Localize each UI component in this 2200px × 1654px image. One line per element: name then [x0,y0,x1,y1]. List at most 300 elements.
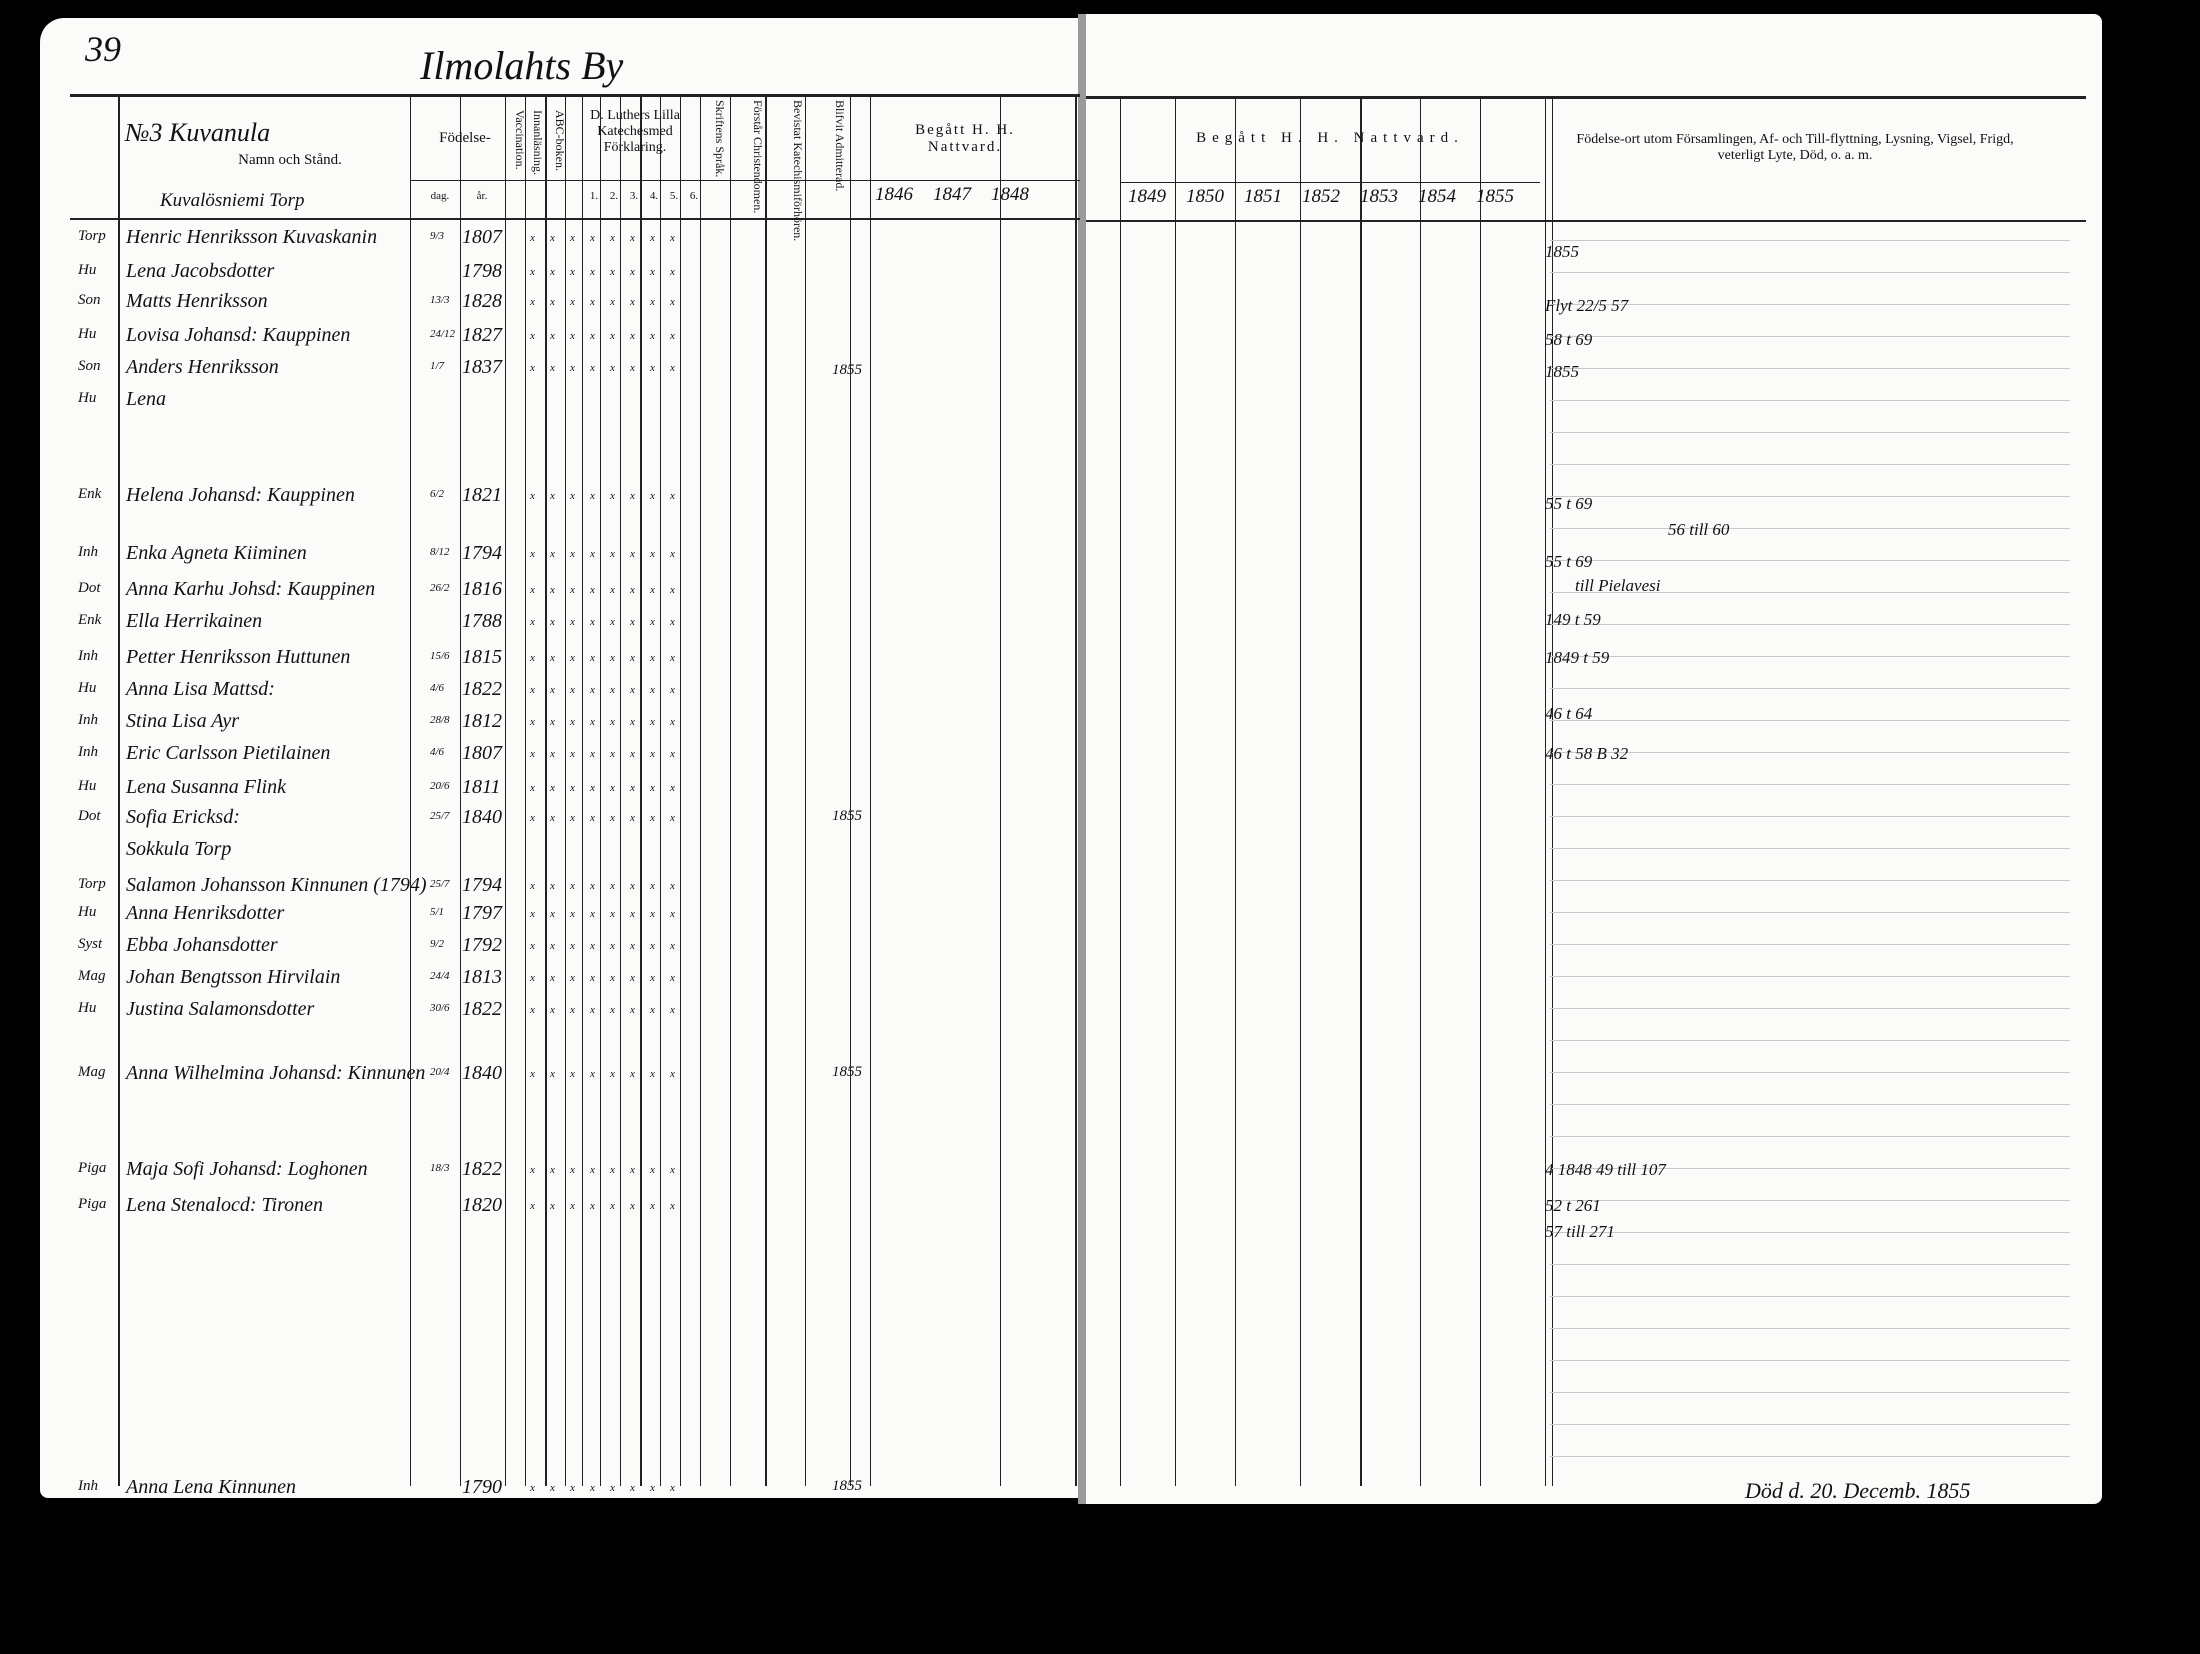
column-rule [765,96,767,1486]
year-row-rule-right [1120,182,1540,183]
remarks-ruled-line [1550,624,2070,625]
row-mark: x [550,652,555,664]
row-mark: x [550,616,555,628]
row-mark: x [650,1068,655,1080]
row-mark: x [570,1164,575,1176]
column-rule [1235,96,1236,1486]
remark-note: 58 t 69 [1545,330,1593,349]
row-name: Lovisa Johansd: Kauppinen [126,324,351,346]
remarks-header: Födelse-ort utom Församlingen, Af- och Till-flyttning, Lysning, Vigsel, Frigd, veterligt Lyte, Död, o. a. m. [1576,132,2014,164]
row-mark: x [550,716,555,728]
row-mark: x [570,972,575,984]
row-mark: x [570,1004,575,1016]
column-rule [640,96,642,1486]
remarks-ruled-line [1550,496,2070,497]
remarks-ruled-line [1550,1392,2070,1393]
row-mark: x [630,330,635,342]
row-mark: x [530,684,535,696]
birth-header: Födelse- [439,130,491,146]
row-birth-year: 1840 [462,806,502,828]
name-status-header: Namn och Stånd. [238,152,342,168]
row-mark: x [670,616,675,628]
row-mark: x [610,684,615,696]
row-name: Anna Lena Kinnunen [126,1476,296,1498]
row-mark: x [650,782,655,794]
row-mark: x [590,1068,595,1080]
row-status: Enk [78,486,102,502]
row-name: Lena Stenalocd: Tironen [126,1194,324,1216]
row-birth-day: 1/7 [430,360,445,372]
column-rule [565,96,566,1486]
column-rule [1120,96,1121,1486]
row-status: Inh [78,1478,98,1494]
remark-note: 57 till 271 [1545,1222,1615,1241]
row-status: Piga [78,1160,107,1176]
row-mark: x [610,616,615,628]
row-birth-day: 9/3 [430,230,445,242]
row-mark: x [610,1164,615,1176]
row-mark: x [570,748,575,760]
row-mark: x [530,782,535,794]
column-rule [1480,96,1481,1486]
row-mark: x [570,684,575,696]
row-mark: x [530,652,535,664]
row-mark: x [590,940,595,952]
row-mark: x [550,490,555,502]
row-mark: x [610,266,615,278]
row-mark: x [630,1068,635,1080]
remarks-ruled-line [1550,1008,2070,1009]
row-mark: x [530,616,535,628]
remark-note: 46 t 58 B 32 [1545,744,1629,763]
row-mark: x [550,1482,555,1494]
row-mark: x [590,490,595,502]
catechism-col-number: 5. [669,190,679,202]
year-header: 1851 [1244,186,1282,207]
row-mark: x [550,296,555,308]
header-bottom-rule-left [70,218,1080,220]
row-mark: x [550,1200,555,1212]
row-mark: x [530,330,535,342]
row-birth-year: 1790 [462,1476,502,1498]
row-mark: x [550,782,555,794]
row-mark: x [670,490,675,502]
row-mark: x [670,1200,675,1212]
row-mark: x [590,232,595,244]
row-birth-day: 5/1 [430,906,445,918]
row-mark: x [530,490,535,502]
row-mark: x [530,548,535,560]
row-mark: x [610,548,615,560]
row-birth-year: 1815 [462,646,502,668]
column-rule [805,96,806,1486]
row-mark: x [590,748,595,760]
row-birth-day: 8/12 [430,546,450,558]
row-status: Mag [78,968,106,984]
remarks-ruled-line [1550,880,2070,881]
row-status: Dot [78,580,101,596]
row-birth-day: 30/6 [430,1002,450,1014]
row-mark: x [670,1004,675,1016]
row-birth-year: 1794 [462,874,502,896]
column-rule [730,96,731,1486]
column-rule [1420,96,1421,1486]
row-name: Ella Herrikainen [126,610,263,632]
row-birth-day: 20/6 [430,780,450,792]
row-mark: x [670,940,675,952]
top-rule-left [70,94,1080,97]
row-birth-day: 24/4 [430,970,450,982]
column-rule [850,96,851,1486]
remarks-ruled-line [1550,560,2070,561]
writing-header: Skriftens Språk. [713,100,727,178]
row-status: Hu [78,1000,97,1016]
column-rule [1175,96,1176,1486]
row-mark: x [550,232,555,244]
row-mark: x [570,266,575,278]
row-birth-day: 13/3 [430,294,450,306]
row-mark: x [570,908,575,920]
row-mark: x [670,748,675,760]
row-mark: x [630,1004,635,1016]
row-mark: x [650,1004,655,1016]
row-mark: x [670,362,675,374]
row-name: Eric Carlsson Pietilainen [126,742,331,764]
row-mark: x [590,812,595,824]
row-mark: x [670,1482,675,1494]
row-mark: x [530,716,535,728]
row-status: Son [78,358,101,374]
column-rule [505,96,506,1486]
row-name: Anna Karhu Johsd: Kauppinen [126,578,376,600]
row-mark: x [570,652,575,664]
row-name: Justina Salamonsdotter [126,998,315,1020]
row-birth-day: 18/3 [430,1162,450,1174]
row-mark: x [650,1482,655,1494]
row-mark: x [650,716,655,728]
row-mark: x [590,1004,595,1016]
remarks-ruled-line [1550,816,2070,817]
row-mark: x [570,616,575,628]
reading-header: Innanläsning. [531,110,545,175]
row-birth-day: 26/2 [430,582,450,594]
row-mark: x [610,1068,615,1080]
row-mark: x [550,972,555,984]
row-birth-day: 25/7 [430,878,450,890]
row-birth-year: 1807 [462,742,502,764]
row-name: Anna Wilhelmina Johansd: Kinnunen [126,1062,426,1084]
column-rule [1075,96,1077,1486]
row-mark: x [590,362,595,374]
row-mark: x [630,940,635,952]
row-name: Anna Henriksdotter [126,902,285,924]
remarks-ruled-line [1550,368,2070,369]
remarks-ruled-line [1550,656,2070,657]
catechism-col-number: 2. [609,190,619,202]
christian-doctrine-header: Förstår Christendomen. [751,100,765,214]
row-mark: x [630,684,635,696]
remarks-ruled-line [1550,1136,2070,1137]
row-name: Ebba Johansdotter [126,934,278,956]
row-mark: x [530,1482,535,1494]
row-mark: x [550,748,555,760]
row-mark: x [610,1482,615,1494]
birth-year-header: år. [476,190,488,202]
year-header: 1850 [1186,186,1224,207]
catechism-exam-header: Bevistat Katechismiförhören. [791,100,805,242]
row-mark: x [530,908,535,920]
column-rule [700,96,701,1486]
row-name: Enka Agneta Kiiminen [126,542,307,564]
row-status: Hu [78,326,97,342]
row-mark: x [610,782,615,794]
row-mark: x [650,880,655,892]
remark-note: 1849 t 59 [1545,648,1610,667]
row-mark: x [670,684,675,696]
row-birth-year: 1840 [462,1062,502,1084]
row-mark: x [530,748,535,760]
row-mark: x [570,1482,575,1494]
column-rule [1000,96,1001,1486]
farm-number-name: №3 Kuvanula [125,118,271,147]
row-mark: x [630,972,635,984]
remark-note: 52 t 261 [1545,1196,1601,1215]
row-mark: x [650,684,655,696]
row-mark: x [630,652,635,664]
catechism-col-number: 4. [649,190,659,202]
row-mark: x [550,940,555,952]
remark-note: 1855 [1545,242,1579,261]
row-mark: x [590,880,595,892]
row-mark: x [550,1164,555,1176]
row-mark: x [610,716,615,728]
row-mark: x [610,584,615,596]
row-mark: x [610,330,615,342]
row-birth-year: 1812 [462,710,502,732]
year-row-rule-left [410,180,1080,181]
column-rule [600,96,601,1486]
row-mark: x [570,362,575,374]
row-status: Inh [78,648,98,664]
row-mark: x [570,1200,575,1212]
row-mark: x [590,1164,595,1176]
row-birth-year: 1797 [462,902,502,924]
row-mark: x [630,584,635,596]
row-mark: x [530,266,535,278]
remarks-ruled-line [1550,1360,2070,1361]
row-mark: x [670,296,675,308]
row-mark: x [590,266,595,278]
header-bottom-rule-right [1086,220,2086,222]
row-status: Mag [78,1064,106,1080]
row-birth-year: 1816 [462,578,502,600]
row-name: Salamon Johansson Kinnunen (1794) [126,874,427,896]
row-mark: x [670,330,675,342]
row-name: Henric Henriksson Kuvaskanin [126,226,378,248]
row-birth-year: 1807 [462,226,502,248]
row-status: Hu [78,778,97,794]
row-birth-year: 1822 [462,998,502,1020]
row-name: Lena [126,388,166,410]
row-birth-day: 6/2 [430,488,445,500]
row-status: Inh [78,744,98,760]
vaccination-header: Vaccination. [513,110,527,170]
row-mark: x [650,616,655,628]
row-name: Helena Johansd: Kauppinen [126,484,355,506]
remarks-ruled-line [1550,1264,2070,1265]
remarks-ruled-line [1550,272,2070,273]
row-mark: x [650,1200,655,1212]
remarks-ruled-line [1550,336,2070,337]
year-header: 1855 [1476,186,1514,207]
row-mark: x [550,812,555,824]
row-mark: x [550,908,555,920]
row-mark: x [670,908,675,920]
row-mark: x [670,548,675,560]
row-mark: x [630,490,635,502]
row-birth-year: 1837 [462,356,502,378]
remark-note: 149 t 59 [1545,610,1601,629]
row-mark: x [590,616,595,628]
row-name: Lena Jacobsdotter [126,260,275,282]
row-status: Inh [78,712,98,728]
column-rule [410,96,411,1486]
row-mark: x [650,296,655,308]
row-mark: x [610,908,615,920]
row-mark: x [550,584,555,596]
row-birth-year: 1821 [462,484,502,506]
row-mark: x [570,812,575,824]
remark-note: till Pielavesi [1575,576,1661,595]
row-mark: x [570,548,575,560]
row-name: Sofia Ericksd: [126,806,240,828]
column-rule [545,96,547,1486]
row-mark: x [590,584,595,596]
row-mark: x [650,972,655,984]
row-name: Maja Sofi Johansd: Loghonen [126,1158,368,1180]
row-mark: x [610,652,615,664]
row-mark: x [630,1482,635,1494]
row-birth-year: 1822 [462,1158,502,1180]
village-title: Ilmolahts By [420,43,624,88]
row-mark: x [590,972,595,984]
row-mark: x [650,266,655,278]
row-mark: x [630,232,635,244]
remarks-ruled-line [1550,1104,2070,1105]
row-birth-year: 1794 [462,542,502,564]
row-mark: x [650,490,655,502]
remarks-ruled-line [1550,976,2070,977]
row-mark: x [550,880,555,892]
row-birth-year: 1827 [462,324,502,346]
remarks-ruled-line [1550,1232,2070,1233]
row-status: Inh [78,544,98,560]
row-mark: x [530,880,535,892]
row-mark: x [650,652,655,664]
row-mark: x [630,548,635,560]
row-mark: x [630,362,635,374]
row-status: Enk [78,612,102,628]
communion-header-right: Begått H. H. Nattvard. [1196,130,1464,146]
row-mark: x [650,1164,655,1176]
row-mark: x [630,716,635,728]
column-rule [118,96,120,1486]
row-birth-day: 20/4 [430,1066,450,1078]
row-status: Hu [78,680,97,696]
row-mark: x [570,490,575,502]
row-mark: x [630,1200,635,1212]
row-birth-year: 1792 [462,934,502,956]
row-name: Sokkula Torp [126,838,232,860]
row-mark: x [530,1068,535,1080]
catechism-col-number: 1. [589,190,599,202]
row-birth-day: 4/6 [430,746,445,758]
row-mark: x [570,584,575,596]
row-mark: x [630,616,635,628]
catechism-col-number: 3. [629,190,639,202]
year-header: 1852 [1302,186,1340,207]
remark-note: 55 t 69 [1545,494,1593,513]
year-header: 1846 [875,184,913,205]
row-mark: x [670,652,675,664]
row-birth-year: 1822 [462,678,502,700]
row-mark: x [630,266,635,278]
column-rule [525,96,526,1486]
year-header: 1853 [1360,186,1398,207]
row-mark: x [570,330,575,342]
row-mark: x [590,1200,595,1212]
catechism-header: D. Luthers Lilla Katechesmed Förklaring. [590,108,680,156]
remarks-ruled-line [1550,1296,2070,1297]
sub-title: Kuvalösniemi Torp [160,190,305,211]
remarks-ruled-line [1550,1040,2070,1041]
row-mark: x [530,1164,535,1176]
row-mark: x [650,748,655,760]
row-birth-year: 1820 [462,1194,502,1216]
row-mark: x [530,296,535,308]
row-mark: x [610,812,615,824]
row-birth-day: 4/6 [430,682,445,694]
row-status: Hu [78,262,97,278]
remark-note: 4 1848 49 till 107 [1545,1160,1666,1179]
page-number: 39 [85,29,121,69]
row-mark: x [650,908,655,920]
row-status: Hu [78,904,97,920]
catechism-col-number: 6. [689,190,699,202]
communion-header-left: Begått H. H. Nattvard. [915,122,1015,156]
row-mark: x [590,548,595,560]
row-mark: x [530,972,535,984]
column-rule [620,96,621,1486]
remarks-ruled-line [1550,400,2070,401]
admitted-note: 1855 [832,362,862,378]
remarks-ruled-line [1550,912,2070,913]
column-rule [680,96,681,1486]
remark-note: Död d. 20. Decemb. 1855 [1745,1478,1971,1503]
remarks-ruled-line [1550,848,2070,849]
row-mark: x [590,782,595,794]
row-mark: x [590,908,595,920]
column-rule [870,96,871,1486]
row-mark: x [630,296,635,308]
row-mark: x [650,548,655,560]
row-mark: x [630,812,635,824]
remarks-ruled-line [1550,688,2070,689]
row-mark: x [530,232,535,244]
row-birth-year: 1828 [462,290,502,312]
row-name: Stina Lisa Ayr [126,710,239,732]
column-rule [460,96,461,1486]
